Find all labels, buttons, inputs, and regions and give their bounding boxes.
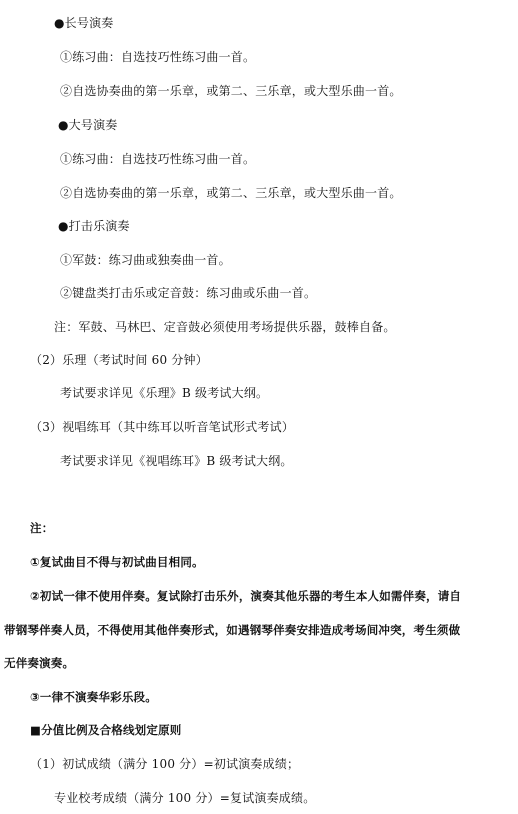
score-preliminary: （1）初试成绩（满分 100 分）=初试演奏成绩； bbox=[30, 757, 300, 771]
trombone-item-1: ①练习曲：自选技巧性练习曲一首。 bbox=[60, 50, 256, 64]
section-score-ratio: ■分值比例及合格线划定原则 bbox=[30, 723, 182, 737]
tuba-item-1: ①练习曲：自选技巧性练习曲一首。 bbox=[60, 152, 256, 166]
sight-singing-requirement: 考试要求详见《视唱练耳》B 级考试大纲。 bbox=[60, 454, 293, 468]
music-theory-requirement: 考试要求详见《乐理》B 级考试大纲。 bbox=[60, 386, 269, 400]
heading-percussion: ●打击乐演奏 bbox=[58, 219, 130, 233]
notes-heading: 注： bbox=[30, 521, 54, 535]
section-sight-singing: （3）视唱练耳（其中练耳以听音笔试形式考试） bbox=[30, 420, 295, 434]
percussion-item-2: ②键盘类打击乐或定音鼓：练习曲或乐曲一首。 bbox=[60, 286, 317, 300]
note-1: ①复试曲目不得与初试曲目相同。 bbox=[30, 555, 204, 569]
heading-tuba: ●大号演奏 bbox=[58, 118, 118, 132]
percussion-note: 注：军鼓、马林巴、定音鼓必须使用考场提供乐器，鼓棒自备。 bbox=[54, 320, 396, 334]
trombone-item-2: ②自选协奏曲的第一乐章，或第二、三乐章，或大型乐曲一首。 bbox=[60, 84, 402, 98]
note-3: ③一律不演奏华彩乐段。 bbox=[30, 690, 157, 704]
note-2-line-1: ②初试一律不使用伴奏。复试除打击乐外，演奏其他乐器的考生本人如需伴奏，请自 bbox=[30, 589, 462, 603]
note-2-line-3: 无伴奏演奏。 bbox=[4, 656, 75, 670]
tuba-item-2: ②自选协奏曲的第一乐章，或第二、三乐章，或大型乐曲一首。 bbox=[60, 186, 402, 200]
heading-trombone: ●长号演奏 bbox=[54, 16, 114, 30]
percussion-item-1: ①军鼓：练习曲或独奏曲一首。 bbox=[60, 253, 231, 267]
section-music-theory: （2）乐理（考试时间 60 分钟） bbox=[30, 353, 208, 367]
note-2-line-2: 带钢琴伴奏人员，不得使用其他伴奏形式，如遇钢琴伴奏安排造成考场间冲突，考生须做 bbox=[4, 623, 461, 637]
score-professional: 专业校考成绩（满分 100 分）=复试演奏成绩。 bbox=[54, 791, 316, 805]
